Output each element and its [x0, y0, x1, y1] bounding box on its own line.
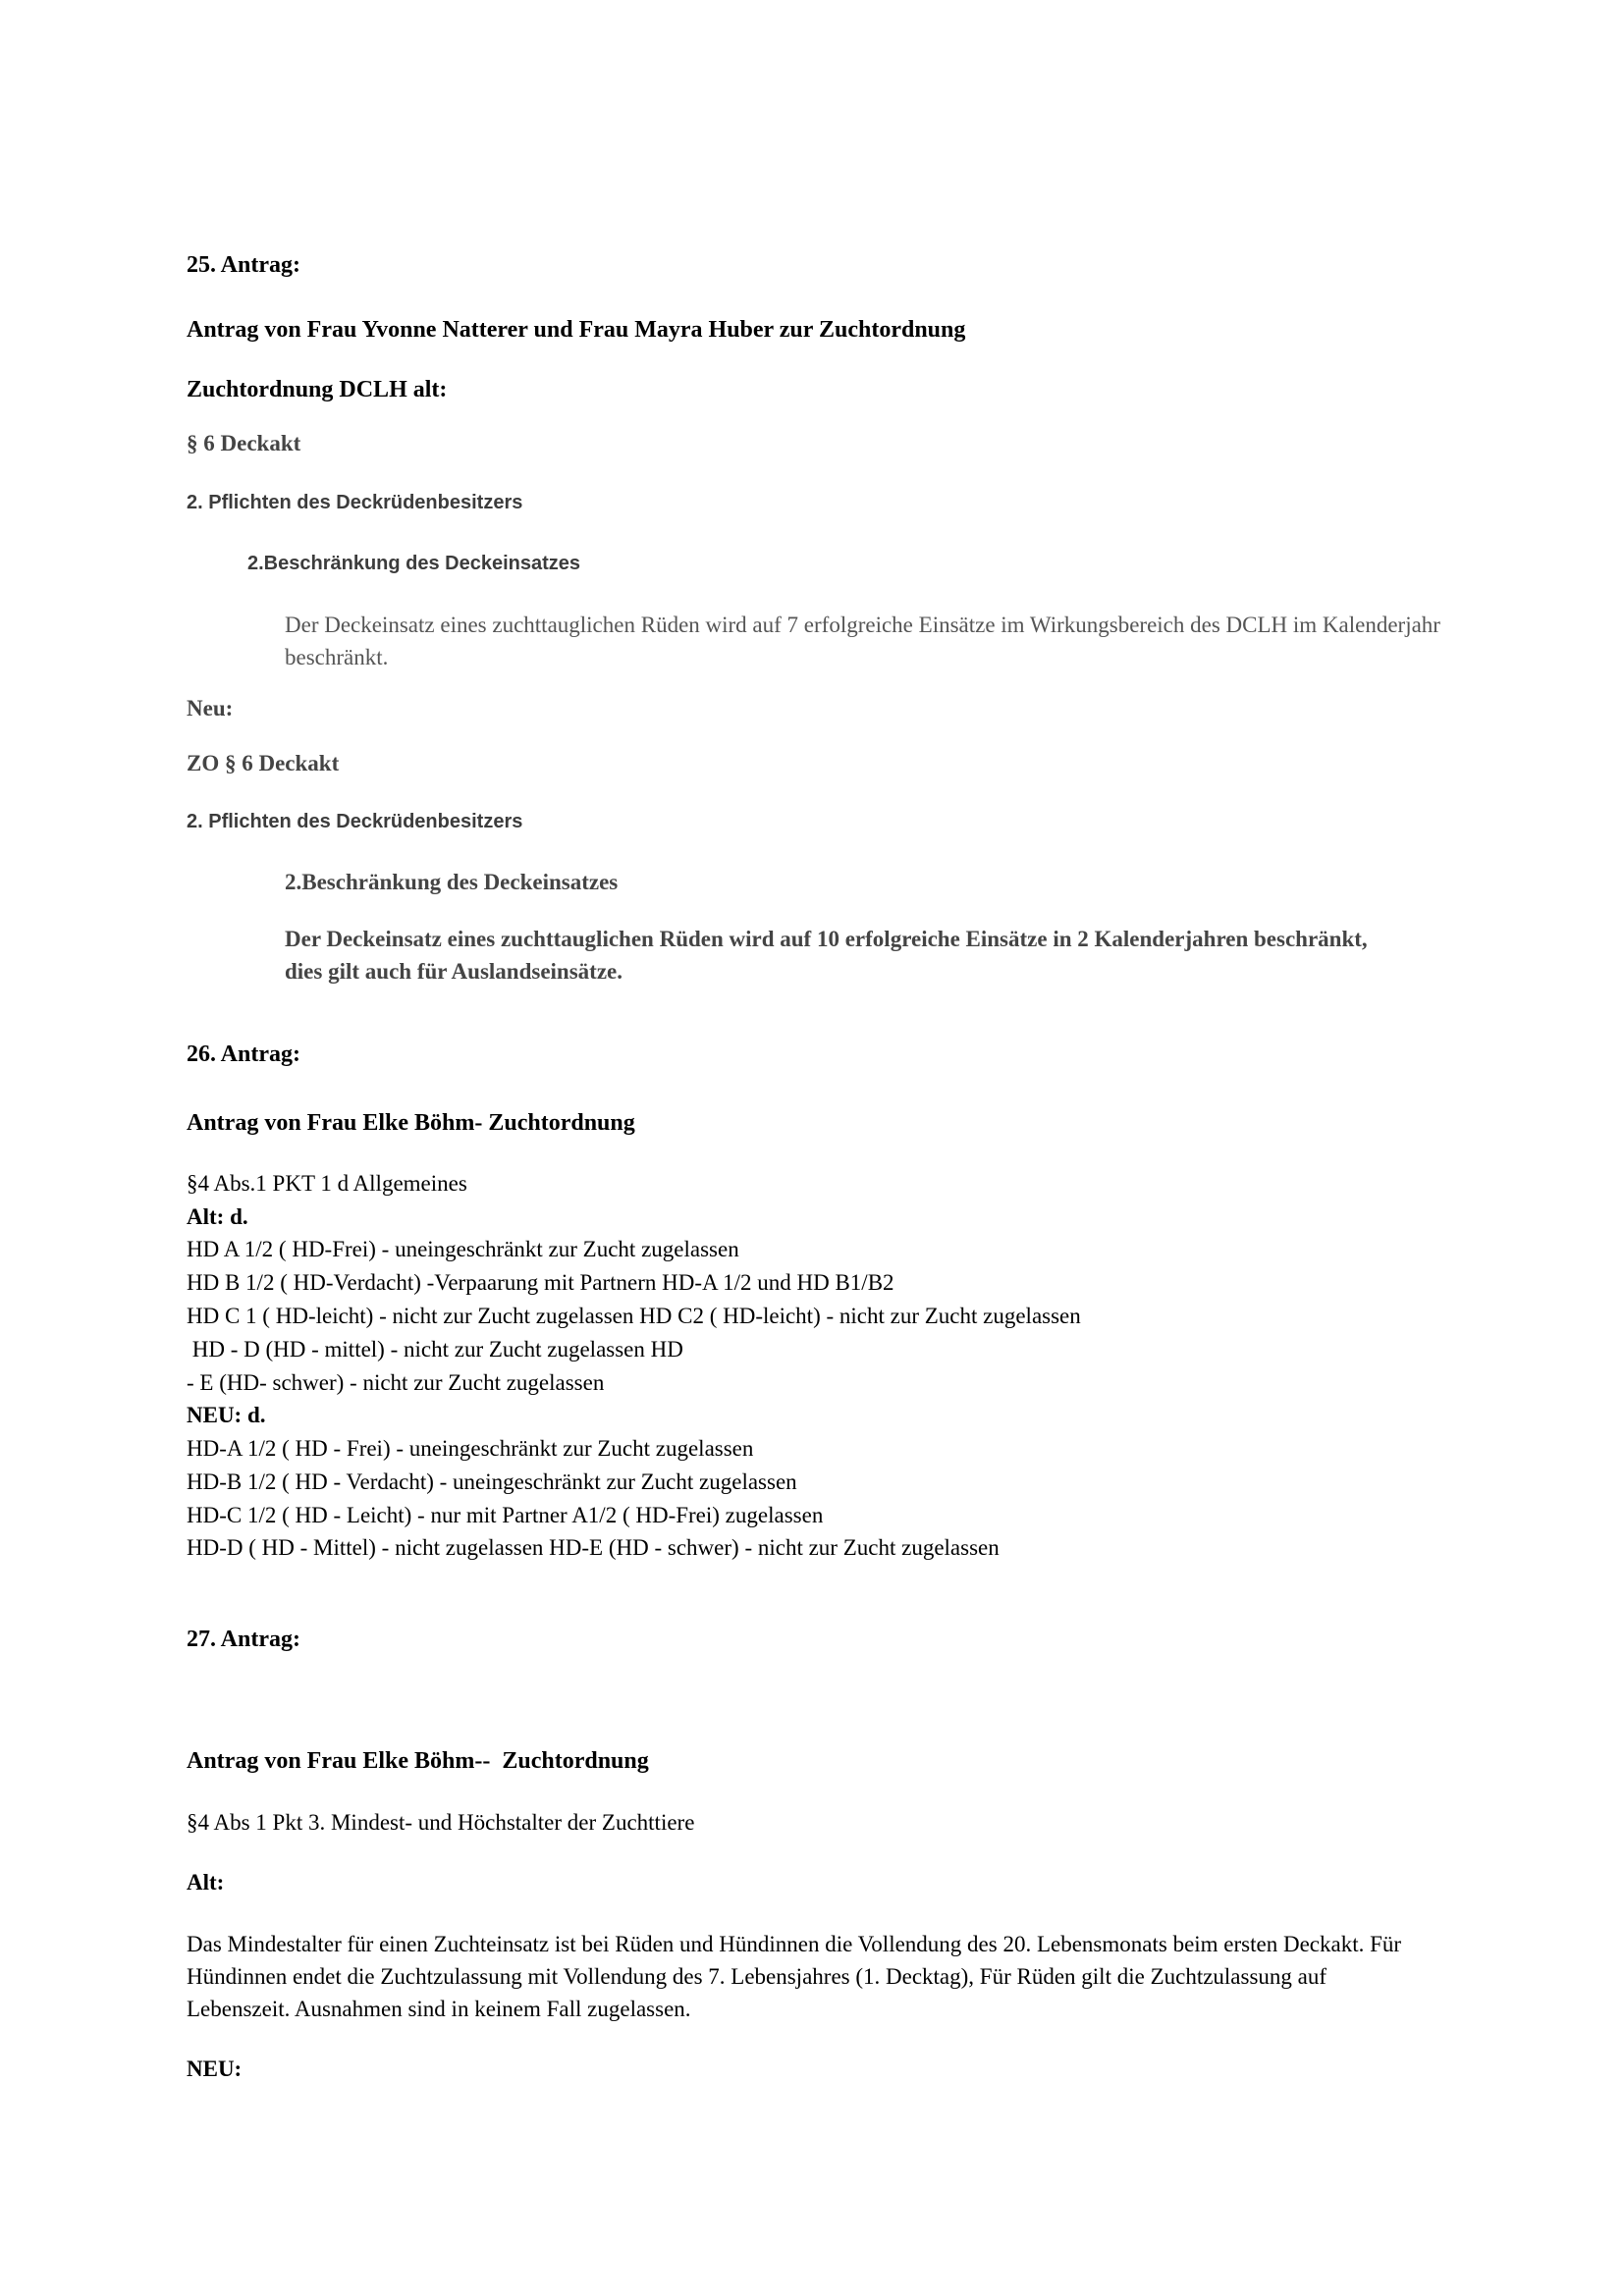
section26-title: 26. Antrag: — [187, 1041, 300, 1067]
section27-new-label: NEU: — [187, 2056, 243, 2081]
section25-old-label: Zuchtordnung DCLH alt: — [187, 377, 448, 402]
section26-old-line: HD B 1/2 ( HD-Verdacht) -Verpaarung mit Partnern HD-A 1/2 und HD B1/B2 — [187, 1270, 894, 1295]
section27-subtitle: Antrag von Frau Elke Böhm-- Zuchtordnung — [187, 1748, 649, 1774]
section25-new-paragraph: ZO § 6 Deckakt — [187, 751, 340, 775]
section26-old-line: HD C 1 ( HD-leicht) - nicht zur Zucht zugelassen HD C2 ( HD-leicht) - nicht zur Zucht zugelassen — [187, 1304, 1081, 1328]
section27-reference: §4 Abs 1 Pkt 3. Mindest- und Höchstalter der Zuchttiere — [187, 1810, 695, 1835]
section25-new-duty: 2. Pflichten des Deckrüdenbesitzers — [187, 811, 523, 832]
section25-new-text: Der Deckeinsatz eines zuchttauglichen Rüden wird auf 10 erfolgreiche Einsätze in 2 Kalenderjahren beschränkt, dies gilt auch für Auslandseinsätze. — [285, 927, 1368, 984]
section25-new-label: Neu: — [187, 696, 234, 721]
section26-reference: §4 Abs.1 PKT 1 d Allgemeines — [187, 1171, 467, 1196]
section25-title: 25. Antrag: — [187, 252, 300, 278]
section26-new-line: HD-D ( HD - Mittel) - nicht zugelassen HD-E (HD - schwer) - nicht zur Zucht zugelassen — [187, 1535, 1000, 1560]
section26-old-line: - E (HD- schwer) - nicht zur Zucht zugelassen — [187, 1370, 605, 1395]
section27-title: 27. Antrag: — [187, 1627, 300, 1652]
section26-new-line: HD-B 1/2 ( HD - Verdacht) - uneingeschränkt zur Zucht zugelassen — [187, 1469, 797, 1494]
section27-old-label: Alt: — [187, 1870, 225, 1895]
section26-old-line: HD - D (HD - mittel) - nicht zur Zucht zugelassen HD — [187, 1337, 683, 1362]
section25-old-duty: 2. Pflichten des Deckrüdenbesitzers — [187, 492, 523, 513]
section26-old-label: Alt: d. — [187, 1204, 248, 1229]
section26-new-line: HD-C 1/2 ( HD - Leicht) - nur mit Partner A1/2 ( HD-Frei) zugelassen — [187, 1503, 824, 1527]
section26-new-line: HD-A 1/2 ( HD - Frei) - uneingeschränkt zur Zucht zugelassen — [187, 1436, 754, 1461]
section25-old-restriction: 2.Beschränkung des Deckeinsatzes — [247, 553, 581, 574]
section25-subtitle: Antrag von Frau Yvonne Natterer und Frau Mayra Huber zur Zuchtordnung — [187, 317, 966, 343]
section26-new-label: NEU: d. — [187, 1403, 266, 1427]
section25-new-restriction: 2.Beschränkung des Deckeinsatzes — [285, 870, 619, 894]
section25-old-text: Der Deckeinsatz eines zuchttauglichen Rüden wird auf 7 erfolgreiche Einsätze im Wirkungsbereich des DCLH im Kalenderjahr beschränkt. — [285, 613, 1440, 669]
section26-subtitle: Antrag von Frau Elke Böhm- Zuchtordnung — [187, 1110, 635, 1136]
section26-old-line: HD A 1/2 ( HD-Frei) - uneingeschränkt zur Zucht zugelassen — [187, 1237, 739, 1261]
section25-old-paragraph: § 6 Deckakt — [187, 431, 301, 455]
section27-old-text: Das Mindestalter für einen Zuchteinsatz ist bei Rüden und Hündinnen die Vollendung des 20. Lebensmonats beim ersten Deckakt. Für Hündinnen endet die Zuchtzulassung mit Vollendung des 7. Lebensjahres (1. Decktag), Für Rüden gilt die Zuchtzulassung auf Lebenszeit. Ausnahmen sind in keinem Fall zugelassen. — [187, 1932, 1402, 2021]
